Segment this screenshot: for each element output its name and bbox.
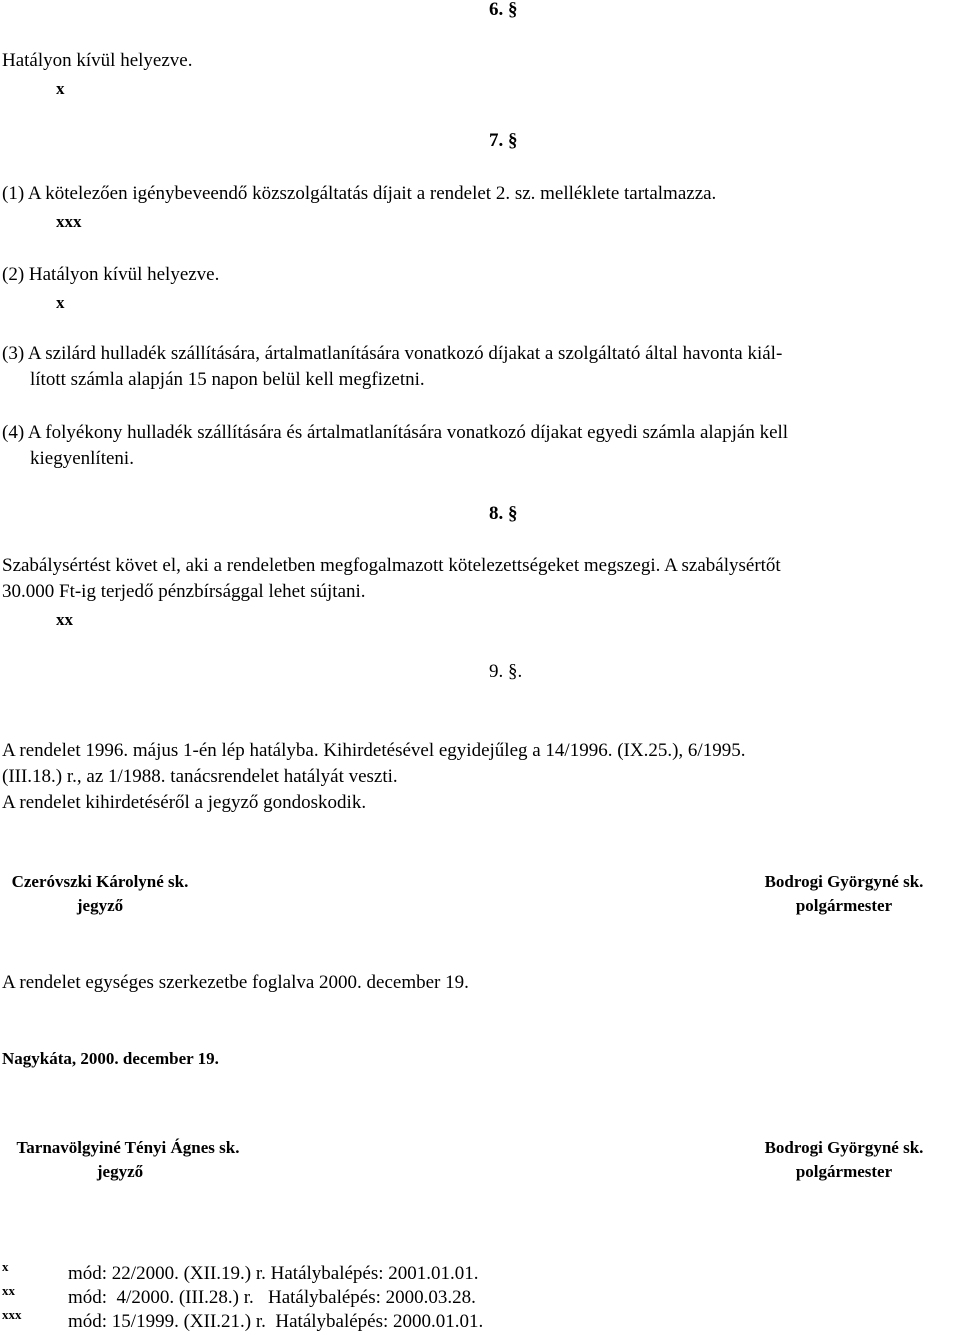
footnote-ref-x: x [56, 293, 65, 312]
section-7-paragraph-1: (1) A kötelezően igénybeveendő közszolgáltatás díjait a rendelet 2. sz. melléklete tartalmazza. [2, 183, 717, 204]
section-8-line-2: 30.000 Ft-ig terjedő pénzbírsággal lehet sújtani. [2, 581, 366, 602]
signature-right-name: Bodrogi Györgyné sk. [764, 872, 924, 891]
section-9-heading: 9. §. [489, 661, 523, 682]
section-9-line-1: A rendelet 1996. május 1-én lép hatályba. Kihirdetésével egyidejűleg a 14/1996. (IX.25.), 6/1995. [2, 740, 746, 761]
footnote-mark: xxx [2, 1307, 22, 1322]
section-6-text: Hatályon kívül helyezve. [2, 50, 193, 71]
section-7-paragraph-3-line-2: lított számla alapján 15 napon belül kell megfizetni. [30, 369, 425, 390]
section-9-line-3: A rendelet kihirdetéséről a jegyző gondoskodik. [2, 792, 367, 813]
signature-right-title: polgármester [795, 896, 893, 915]
section-7-paragraph-4-line-1: (4) A folyékony hulladék szállítására és ártalmatlanítására vonatkozó díjakat egyedi számla alapján kell [2, 422, 789, 443]
signature2-left-name: Tarnavölgyiné Tényi Ágnes sk. [16, 1138, 240, 1157]
footnote-mark: xx [2, 1283, 15, 1298]
footnote-text: mód: 15/1999. (XII.21.) r. Hatálybalépés: 2000.01.01. [68, 1311, 484, 1332]
section-9-line-2: (III.18.) r., az 1/1988. tanácsrendelet hatályát veszti. [2, 766, 398, 787]
section-6-heading: 6. § [489, 0, 518, 20]
section-7-paragraph-4-line-2: kiegyenlíteni. [30, 448, 134, 469]
signature-left-title: jegyző [76, 896, 124, 915]
section-7-paragraph-3-line-1: (3) A szilárd hulladék szállítására, ártalmatlanítására vonatkozó díjakat a szolgáltató által havonta kiál- [2, 343, 783, 364]
footnote-ref-x: x [56, 79, 65, 98]
consolidation-note: A rendelet egységes szerkezetbe foglalva 2000. december 19. [2, 972, 469, 993]
signature-left-name: Czeróvszki Károlyné sk. [11, 872, 189, 891]
section-8-line-1: Szabálysértést követ el, aki a rendeletben megfogalmazott kötelezettségeket megszegi. A szabálysértőt [2, 555, 781, 576]
footnote-mark: x [2, 1259, 9, 1274]
section-7-heading: 7. § [489, 130, 518, 151]
section-7-paragraph-2: (2) Hatályon kívül helyezve. [2, 264, 220, 285]
footnote-ref-xx: xx [56, 610, 73, 629]
signature2-right-name: Bodrogi Györgyné sk. [764, 1138, 924, 1157]
footnote-ref-xxx: xxx [56, 212, 82, 231]
footnote-text: mód: 4/2000. (III.28.) r. Hatálybalépés: 2000.03.28. [68, 1287, 476, 1308]
signature2-right-title: polgármester [795, 1162, 893, 1181]
place-date: Nagykáta, 2000. december 19. [2, 1049, 219, 1068]
section-8-heading: 8. § [489, 503, 518, 524]
signature2-left-title: jegyző [96, 1162, 144, 1181]
footnote-text: mód: 22/2000. (XII.19.) r. Hatálybalépés: 2001.01.01. [68, 1263, 479, 1284]
